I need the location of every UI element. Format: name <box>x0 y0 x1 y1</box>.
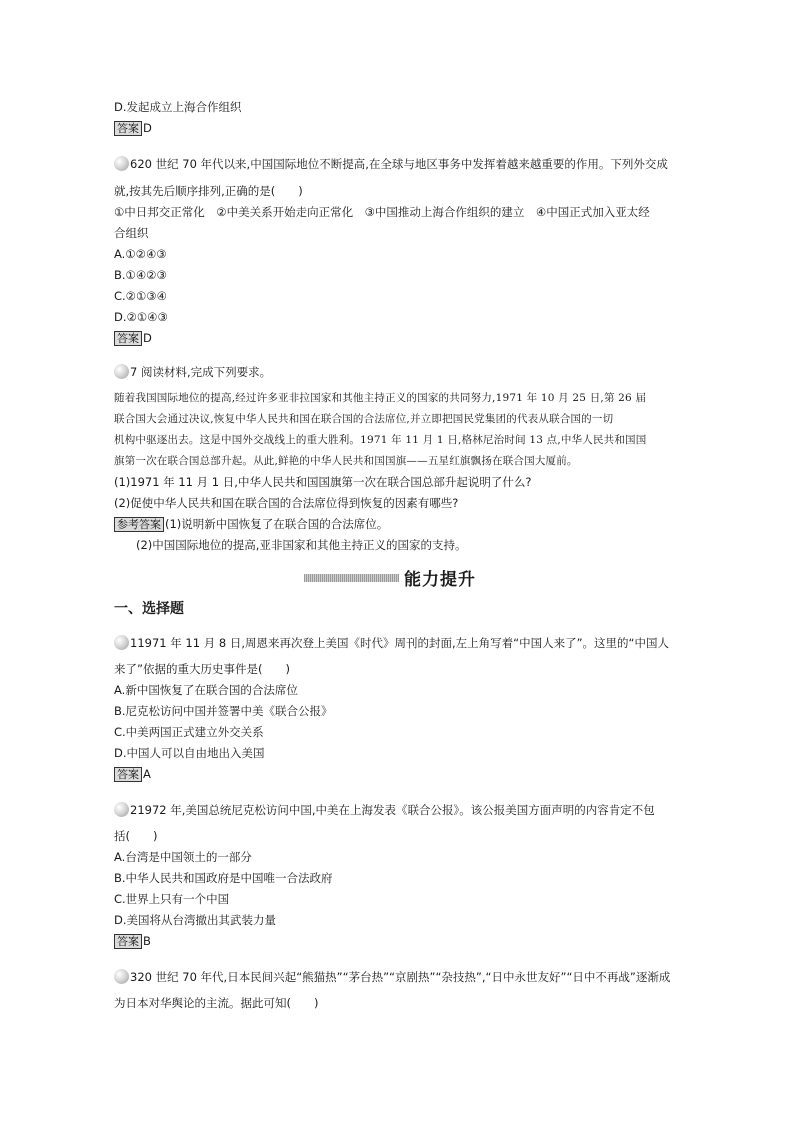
q7-passage-line-1: 随着我国国际地位的提高,经过许多亚非拉国家和其他主持正义的国家的共同努力,1971 年 10 月 25 日,第 26 届 <box>114 392 647 404</box>
q7-sub-question-1: (1)1971 年 11 月 1 日,中华人民共和国国旗第一次在联合国总部升起说明了什么? <box>114 475 532 489</box>
q3-stem-line-2: 为日本对华舆论的主流。据此可知( ) <box>114 996 319 1010</box>
section-banner <box>304 565 476 590</box>
q1-stem-line-1 <box>114 635 669 651</box>
answer-value: A <box>143 767 151 781</box>
q7-passage-line-4: 旗第一次在联合国总部升起。从此,鲜艳的中华人民共和国国旗——五星红旗飘扬在联合国大厦前。 <box>114 455 578 467</box>
question-bubble-icon <box>114 364 129 379</box>
q1-number: 1 <box>130 636 138 650</box>
q1-stem-line-2: 来了”依据的重大历史事件是( ) <box>114 662 290 676</box>
q2-stem-text: 1972 年,美国总统尼克松访问中国,中美在上海发表《联合公报》。该公报美国方面声明的内容肯定不包 <box>137 803 655 817</box>
reference-answer-1: (1)说明新中国恢复了在联合国的合法席位。 <box>165 517 389 531</box>
q1-option-b: B.尼克松访问中国并签署中美《联合公报》 <box>114 704 333 718</box>
answer-label: 答案 <box>114 331 142 346</box>
q1-option-c: C.中美两国正式建立外交关系 <box>114 725 264 739</box>
q6-number: 6 <box>130 157 138 171</box>
q3-number: 3 <box>130 970 138 984</box>
q2-number: 2 <box>130 803 138 817</box>
q3-stem-line-1 <box>114 969 670 985</box>
q7-number: 7 <box>130 365 138 379</box>
q1-answer-row <box>114 766 151 782</box>
q1-stem-text: 1971 年 11 月 8 日,周恩来再次登上美国《时代》周刊的封面,左上角写着“中国人来了”。这里的“中国人 <box>137 636 670 650</box>
q2-option-c: C.世界上只有一个中国 <box>114 892 230 906</box>
q7-reference-answer-row <box>114 516 388 532</box>
q7-stem <box>114 364 271 380</box>
q2-option-a: A.台湾是中国领土的一部分 <box>114 850 252 864</box>
q6-stem-line-2: 就,按其先后顺序排列,正确的是( ) <box>114 184 303 198</box>
banner-decoration <box>304 574 399 582</box>
q7-passage-line-2: 联合国大会通过决议,恢复中华人民共和国在联合国的合法席位,并立即把国民党集团的代表从联合国的一切 <box>114 413 614 425</box>
answer-label: 答案 <box>114 121 142 136</box>
q2-option-d: D.美国将从台湾撤出其武装力量 <box>114 913 277 927</box>
question-bubble-icon <box>114 635 129 650</box>
reference-answer-label: 参考答案 <box>114 517 164 532</box>
q2-answer-row <box>114 933 151 949</box>
answer-value: D <box>143 331 152 345</box>
q6-items-line-2: 合组织 <box>114 226 149 240</box>
reference-answer-2: (2)中国国际地位的提高,亚非国家和其他主持正义的国家的支持。 <box>136 538 467 552</box>
question-bubble-icon <box>114 802 129 817</box>
answer-label: 答案 <box>114 934 142 949</box>
q2-option-b: B.中华人民共和国政府是中国唯一合法政府 <box>114 871 333 885</box>
q6-option-c: C.②①③④ <box>114 289 167 303</box>
q6-items-line-1: ①中日邦交正常化 ②中美关系开始走向正常化 ③中国推动上海合作组织的建立 ④中国正式加入亚太经 <box>114 205 650 219</box>
answer-label: 答案 <box>114 767 142 782</box>
q6-stem-text: 20 世纪 70 年代以来,中国国际地位不断提高,在全球与地区事务中发挥着越来越重要的作用。下列外交成 <box>137 157 668 171</box>
q2-stem-line-1 <box>114 802 655 818</box>
q2-stem-line-2: 括( ) <box>114 829 158 843</box>
q6-answer-row <box>114 330 152 346</box>
q6-option-b: B.①④②③ <box>114 268 167 282</box>
answer-value: D <box>143 121 152 135</box>
q6-stem-line-1 <box>114 156 668 172</box>
q1-option-a: A.新中国恢复了在联合国的合法席位 <box>114 683 298 697</box>
q5-answer-row <box>114 120 152 136</box>
section-heading: 一、选择题 <box>114 601 184 617</box>
q7-stem-text: 阅读材料,完成下列要求。 <box>140 365 272 379</box>
question-bubble-icon <box>114 156 129 171</box>
answer-value: B <box>143 934 151 948</box>
q7-sub-question-2: (2)促使中华人民共和国在联合国的合法席位得到恢复的因素有哪些? <box>114 496 459 510</box>
question-bubble-icon <box>114 969 129 984</box>
q6-option-d: D.②①④③ <box>114 310 168 324</box>
section-title: 能力提升 <box>404 570 476 590</box>
q1-option-d: D.中国人可以自由地出入美国 <box>114 746 265 760</box>
q5-option-d: D.发起成立上海合作组织 <box>114 100 242 114</box>
q7-passage-line-3: 机构中驱逐出去。这是中国外交战线上的重大胜利。1971 年 11 月 1 日,格林尼治时间 13 点,中华人民共和国国 <box>114 434 647 446</box>
q3-stem-text: 20 世纪 70 年代,日本民间兴起“熊猫热”“茅台热”“京剧热”“杂技热”,“日中永世友好”“日中不再战”逐渐成 <box>137 970 671 984</box>
q6-option-a: A.①②④③ <box>114 247 167 261</box>
